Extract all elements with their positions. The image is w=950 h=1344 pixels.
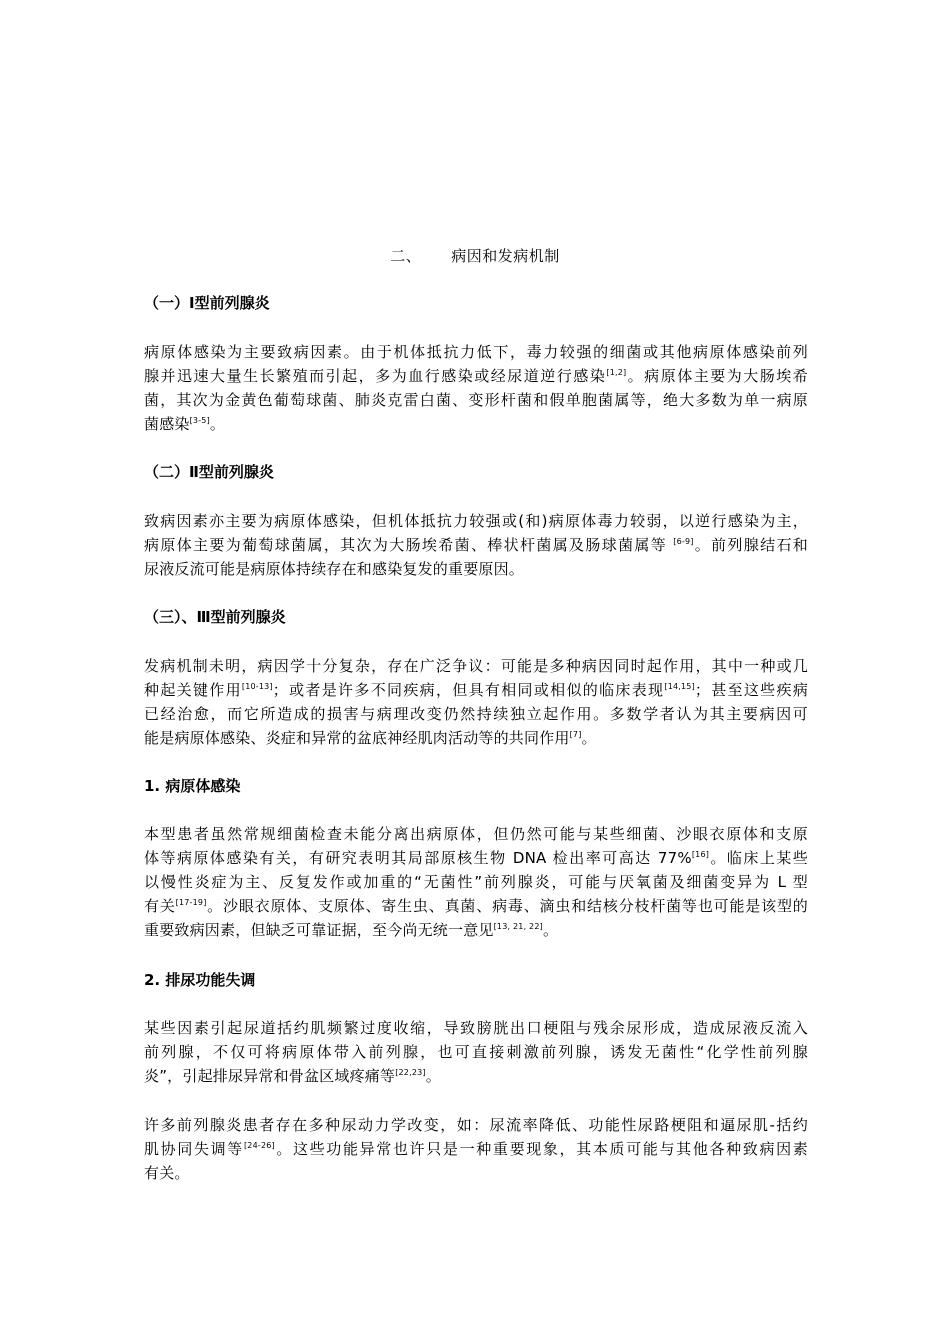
citation: [13, 21, 22] (493, 922, 543, 931)
text-line: 发病机制未明，病因学十分复杂，存在广泛争议：可能是多种病因同时起作用，其中一种或几 (144, 657, 808, 675)
text-span: 腺并迅速大量生长繁殖而引起，多为血行感染或经尿道逆行感染 (144, 367, 607, 385)
citation: [3-5] (189, 416, 210, 425)
text-line (144, 918, 808, 942)
text-span: ；甚至这些疾病 (694, 681, 809, 699)
text-span: 。 (542, 921, 559, 939)
heading-type-3: （三）、Ⅲ型前列腺炎 (144, 608, 286, 626)
paragraph-type-3 (144, 654, 808, 750)
text-line: 菌，其次为金黄色葡萄球菌、肺炎克雷白菌、变形杆菌和假单胞菌属等，绝大多数为单一病原 (144, 391, 808, 409)
text-span: 。病原体主要为大肠埃希 (626, 367, 809, 385)
citation: [1,2] (606, 368, 627, 377)
text-span: 体等病原体感染有关，有研究表明其局部原核生物 DNA 检出率可高达 77% (144, 849, 692, 867)
citation: [22,23] (395, 1068, 426, 1077)
citation: [6-9] (673, 537, 694, 546)
text-line (144, 364, 808, 388)
heading-pathogen-infection: 1. 病原体感染 (144, 777, 241, 795)
text-line: 尿液反流可能是病原体持续存在和感染复发的重要原因。 (144, 560, 525, 578)
text-line: 病原体感染为主要致病因素。由于机体抵抗力低下，毒力较强的细菌或其他病原体感染前列 (144, 343, 808, 361)
citation: [10-13] (241, 682, 273, 691)
text-line (144, 1137, 808, 1161)
text-line (144, 412, 808, 436)
text-span: 。前列腺结石和 (693, 536, 808, 554)
citation: [16] (691, 850, 710, 859)
text-span: 菌感染 (144, 415, 190, 433)
text-span: 种起关键作用 (144, 681, 242, 699)
text-line (144, 1064, 808, 1088)
text-line: 有关。 (144, 1164, 190, 1182)
section-title (0, 244, 950, 268)
heading-type-2: （二）Ⅱ型前列腺炎 (144, 463, 274, 481)
paragraph-pathogen-infection (144, 822, 808, 942)
text-line: 前列腺，不仅可将病原体带入前列腺，也可直接刺激前列腺，诱发无菌性“化学性前列腺 (144, 1043, 808, 1061)
text-line: 某些因素引起尿道括约肌频繁过度收缩，导致膀胱出口梗阻与残余尿形成，造成尿液反流入 (144, 1019, 808, 1037)
section-number: 二、 (390, 247, 422, 265)
text-span: 。 (581, 729, 597, 747)
text-span: 。 (209, 415, 226, 433)
text-line (144, 846, 808, 870)
citation: [17-19] (175, 898, 207, 907)
citation: [7] (569, 730, 582, 739)
heading-voiding-dysfunction: 2. 排尿功能失调 (144, 971, 256, 989)
text-line (144, 678, 808, 702)
text-line: 以慢性炎症为主、反复发作或加重的“无菌性”前列腺炎，可能与厌氧菌及细菌变异为 L 型 (144, 873, 808, 891)
text-line: 已经治愈，而它所造成的损害与病理改变仍然持续独立起作用。多数学者认为其主要病因可 (144, 705, 808, 723)
text-span: 肌协同失调等 (144, 1140, 244, 1158)
text-line (144, 894, 808, 918)
text-span: 炎”，引起排尿异常和骨盆区域疼痛等 (144, 1067, 396, 1085)
text-line: 许多前列腺炎患者存在多种尿动力学改变，如：尿流率降低、功能性尿路梗阻和逼尿肌-括约 (144, 1116, 808, 1134)
text-line (144, 533, 808, 557)
text-span: 。 (425, 1067, 441, 1085)
text-span: 。沙眼衣原体、支原体、寄生虫、真菌、病毒、滴虫和结核分枝杆菌等也可能是该型的 (206, 897, 808, 915)
heading-type-1: （一）Ⅰ型前列腺炎 (144, 294, 270, 312)
paragraph-type-2 (144, 509, 808, 581)
paragraph-voiding-dysfunction (144, 1016, 808, 1088)
text-span: 。临床上某些 (709, 849, 808, 867)
paragraph-urodynamics (144, 1113, 808, 1185)
text-line: 本型患者虽然常规细菌检查未能分离出病原体，但仍然可能与某些细菌、沙眼衣原体和支原 (144, 825, 808, 843)
text-line (144, 726, 808, 750)
text-span: ；或者是许多不同疾病，但具有相同或相似的临床表现 (272, 681, 665, 699)
text-span: 病原体主要为葡萄球菌属，其次为大肠埃希菌、棒状杆菌属及肠球菌属等 (144, 536, 674, 554)
citation: [14,15] (664, 682, 695, 691)
text-span: 能是病原体感染、炎症和异常的盆底神经肌肉活动等的共同作用 (144, 729, 570, 747)
text-line: 致病因素亦主要为病原体感染，但机体抵抗力较强或(和)病原体毒力较弱，以逆行感染为主， (144, 512, 808, 530)
section-title-text: 病因和发病机制 (451, 247, 560, 265)
text-span: 有关 (144, 897, 176, 915)
paragraph-type-1 (144, 340, 808, 436)
text-span: 重要致病因素，但缺乏可靠证据，至今尚无统一意见 (144, 921, 494, 939)
citation: [24-26] (243, 1141, 275, 1150)
text-span: 。这些功能异常也许只是一种重要现象，其本质可能与其他各种致病因素 (274, 1140, 808, 1158)
